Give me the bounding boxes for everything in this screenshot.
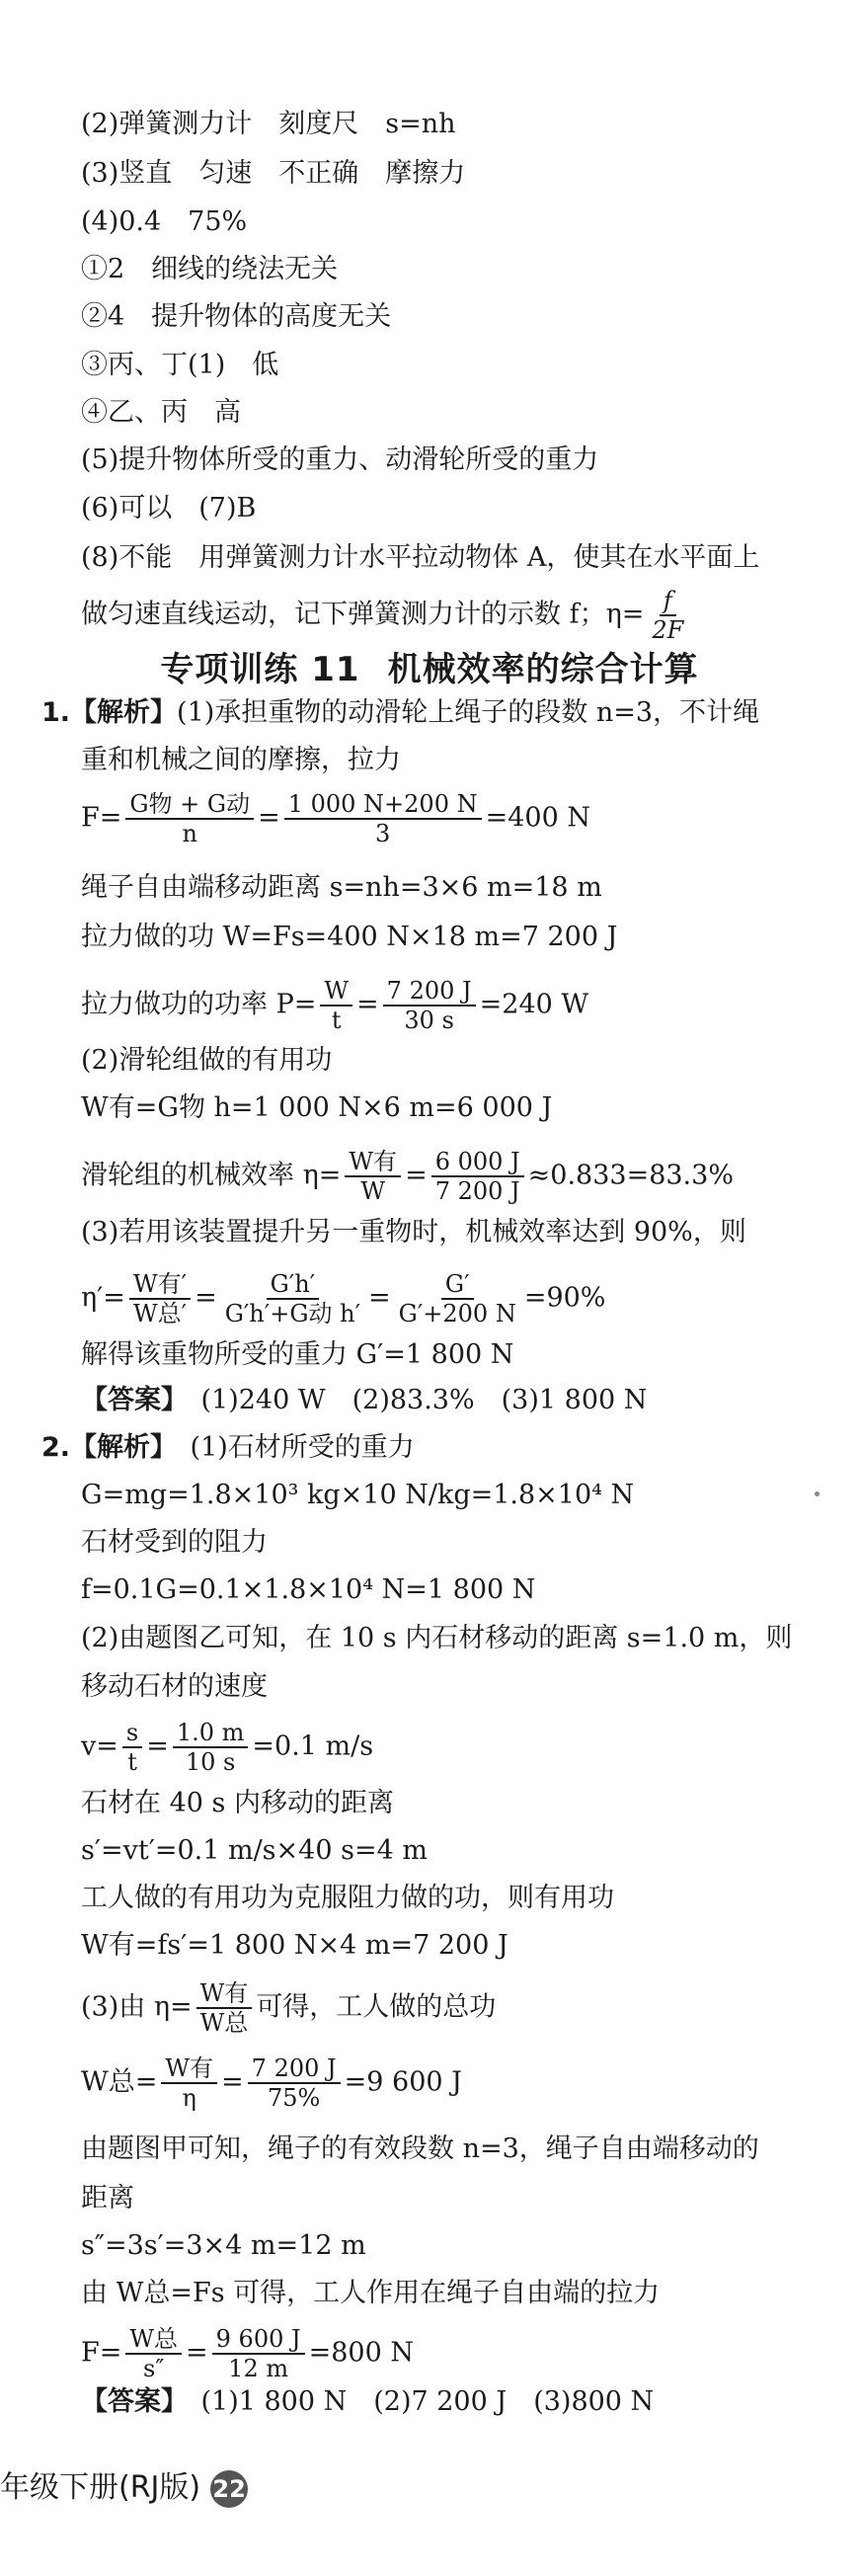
fraction-numerator: f: [660, 587, 676, 616]
answer-line: (2)弹簧测力计 刻度尺 s=nh: [81, 109, 456, 139]
formula-text: F=: [81, 2337, 122, 2369]
formula-text: W总=: [81, 2066, 158, 2098]
fraction-numerator: G′: [441, 1270, 474, 1300]
q1-formula-power: [81, 977, 588, 1034]
q2-text: (1)石材所受的重力: [190, 1432, 415, 1463]
formula-text: =: [368, 1282, 391, 1314]
fraction-numerator: 7 200 J: [248, 2054, 341, 2084]
question-number: 1.: [41, 697, 71, 728]
formula-text: =: [195, 1282, 217, 1314]
q1-line: (2)滑轮组做的有用功: [81, 1045, 333, 1076]
q2-formula-eta: [81, 1979, 496, 2037]
question-number: 2.: [41, 1432, 71, 1463]
formula-text: =240 W: [479, 989, 589, 1020]
fraction-numerator: 6 000 J: [431, 1148, 524, 1177]
q2-line: s′=vt′=0.1 m/s×40 s=4 m: [81, 1835, 428, 1866]
fraction: [431, 1148, 524, 1205]
answer-text: (1)240 W (2)83.3% (3)1 800 N: [200, 1385, 648, 1415]
q2-line: W有=fs′=1 800 N×4 m=7 200 J: [81, 1930, 508, 1961]
fraction-denominator: s″: [143, 2355, 165, 2382]
answer-text: (1)1 800 N (2)7 200 J (3)800 N: [200, 2386, 655, 2417]
q2-line: 由题图甲可知，绳子的有效段数 n=3，绳子自由端移动的: [81, 2133, 759, 2164]
answer-line: ①2 细线的绕法无关: [81, 254, 339, 284]
q1-text: (1)承担重物的动滑轮上绳子的段数 n=3，不计绳: [177, 697, 760, 728]
formula-text: F=: [81, 802, 122, 834]
fraction: [212, 2325, 305, 2382]
fraction-denominator: 10 s: [185, 1748, 236, 1776]
q2-formula-total-work: [81, 2054, 462, 2112]
formula-text: =0.1 m/s: [252, 1731, 374, 1762]
formula-text: v=: [81, 1731, 118, 1762]
q1-line: 拉力做的功 W=Fs=400 N×18 m=7 200 J: [81, 922, 618, 952]
fraction-numerator: s: [122, 1719, 142, 1748]
formula-text: =: [356, 989, 379, 1020]
formula-text: 可得，工人做的总功: [256, 1991, 497, 2023]
fraction: [320, 977, 352, 1034]
answer-line-with-fraction: [81, 587, 691, 644]
fraction-denominator: η: [182, 2084, 196, 2112]
formula-text: (3)由 η=: [81, 1991, 193, 2023]
fraction-denominator: G′h′+G动 h′: [224, 1300, 361, 1328]
fraction-numerator: W有: [161, 2054, 217, 2084]
q2-line: G=mg=1.8×10³ kg×10 N/kg=1.8×10⁴ N: [81, 1480, 635, 1510]
fraction-numerator: G物 + G动: [125, 790, 254, 820]
fraction-denominator: n: [182, 820, 197, 847]
formula-text: =400 N: [485, 802, 590, 834]
q1-formula-efficiency-2: [81, 1270, 605, 1328]
answer-tag: 【答案】: [81, 2386, 175, 2417]
fraction: [129, 1270, 191, 1328]
q2-line: 由 W总=Fs 可得，工人作用在绳子自由端的拉力: [81, 2278, 661, 2308]
q2-line: (2)由题图乙可知，在 10 s 内石材移动的距离 s=1.0 m，则: [81, 1623, 793, 1653]
fraction-denominator: 2F: [652, 616, 684, 644]
q1-line-1: [41, 697, 759, 729]
q1-line: W有=G物 h=1 000 N×6 m=6 000 J: [81, 1092, 553, 1123]
answer-line: (8)不能 用弹簧测力计水平拉动物体 A，使其在水平面上: [81, 542, 760, 573]
fraction-denominator: G′+200 N: [398, 1300, 516, 1328]
fraction: [648, 587, 687, 644]
fraction-numerator: W有: [196, 1979, 253, 2009]
fraction: [284, 790, 482, 847]
q1-answer: [81, 1385, 647, 1416]
formula-text: =: [146, 1731, 169, 1762]
fraction-numerator: W有: [345, 1148, 401, 1177]
fraction-numerator: G′h′: [267, 1270, 320, 1300]
q2-line: 移动石材的速度: [81, 1671, 268, 1702]
formula-text: =90%: [523, 1282, 606, 1314]
heading-number: 专项训练 11: [160, 650, 360, 689]
answer-line: (5)提升物体所受的重力、动滑轮所受的重力: [81, 444, 599, 475]
fraction-denominator: 12 m: [228, 2355, 289, 2382]
fraction-denominator: W: [360, 1177, 386, 1205]
fraction-numerator: 1 000 N+200 N: [284, 790, 482, 820]
fraction: [383, 977, 476, 1034]
analysis-tag: 【解析】: [70, 697, 178, 728]
fraction: [122, 1719, 142, 1776]
answer-line: ④乙、丙 高: [81, 397, 241, 428]
q2-line: 石材受到的阻力: [81, 1527, 268, 1558]
speck-mark: [815, 1491, 820, 1496]
formula-text: =: [405, 1160, 428, 1191]
formula-text: =: [258, 802, 280, 834]
fraction-denominator: 3: [375, 820, 391, 847]
fraction-numerator: 9 600 J: [212, 2325, 305, 2355]
formula-text: =: [186, 2337, 208, 2369]
answer-line: ③丙、丁(1) 低: [81, 350, 279, 380]
answer-line: ②4 提升物体的高度无关: [81, 301, 392, 332]
analysis-tag: 【解析】: [70, 1432, 164, 1463]
fraction: [395, 1270, 520, 1328]
fraction-denominator: 75%: [267, 2084, 321, 2112]
fraction-denominator: W总′: [132, 1300, 188, 1328]
fraction-denominator: t: [127, 1748, 137, 1776]
fraction-denominator: t: [331, 1006, 342, 1034]
q2-formula-speed: [81, 1719, 373, 1776]
formula-text: =800 N: [308, 2337, 414, 2369]
answer-tag: 【答案】: [81, 1385, 175, 1415]
fraction-numerator: W有′: [129, 1270, 191, 1300]
answer-text: 做匀速直线运动，记下弹簧测力计的示数 f；η=: [81, 599, 645, 630]
fraction-numerator: 7 200 J: [383, 977, 476, 1006]
heading-title: 机械效率的综合计算: [387, 650, 699, 689]
fraction-denominator: 7 200 J: [434, 1177, 520, 1205]
formula-text: 拉力做功的功率 P=: [81, 989, 317, 1020]
fraction-numerator: W: [320, 977, 352, 1006]
q2-answer: [81, 2386, 654, 2418]
fraction: [125, 2325, 182, 2382]
fraction-denominator: W总: [199, 2009, 249, 2037]
q2-formula-force: [81, 2325, 414, 2382]
answer-line: (4)0.4 75%: [81, 206, 248, 237]
q2-line: 距离: [81, 2183, 134, 2214]
q1-formula-efficiency: [81, 1148, 734, 1205]
fraction-denominator: 30 s: [404, 1006, 454, 1034]
q1-line: (3)若用该装置提升另一重物时，机械效率达到 90%，则: [81, 1217, 746, 1248]
formula-text: =9 600 J: [344, 2066, 462, 2098]
fraction: [161, 2054, 217, 2112]
fraction: [125, 790, 254, 847]
formula-text: =: [221, 2066, 244, 2098]
page-footer: [0, 2462, 248, 2508]
formula-text: η′=: [81, 1282, 125, 1314]
q1-line: 绳子自由端移动距离 s=nh=3×6 m=18 m: [81, 872, 602, 903]
answer-line: (6)可以 (7)B: [81, 493, 257, 523]
q1-formula-force: [81, 790, 590, 847]
q2-line: 工人做的有用功为克服阻力做的功，则有用功: [81, 1883, 614, 1913]
formula-text: 滑轮组的机械效率 η=: [81, 1160, 342, 1191]
book-label: 年级下册(RJ版): [0, 2470, 201, 2505]
fraction-numerator: W总: [125, 2325, 182, 2355]
answer-line: (3)竖直 匀速 不正确 摩擦力: [81, 158, 466, 189]
section-heading: [0, 642, 859, 690]
fraction: [196, 1979, 253, 2037]
page-number: 22: [210, 2470, 248, 2508]
q2-line: 石材在 40 s 内移动的距离: [81, 1788, 394, 1818]
q2-line: s″=3s′=3×4 m=12 m: [81, 2230, 366, 2261]
fraction-numerator: 1.0 m: [173, 1719, 249, 1748]
fraction: [221, 1270, 364, 1328]
q1-line: 解得该重物所受的重力 G′=1 800 N: [81, 1339, 514, 1370]
fraction: [248, 2054, 341, 2112]
fraction: [345, 1148, 401, 1205]
q1-line: 重和机械之间的摩擦，拉力: [81, 745, 401, 775]
q2-line-1: [41, 1432, 415, 1464]
formula-text: ≈0.833=83.3%: [527, 1160, 734, 1191]
q2-line: f=0.1G=0.1×1.8×10⁴ N=1 800 N: [81, 1574, 536, 1605]
fraction: [173, 1719, 249, 1776]
